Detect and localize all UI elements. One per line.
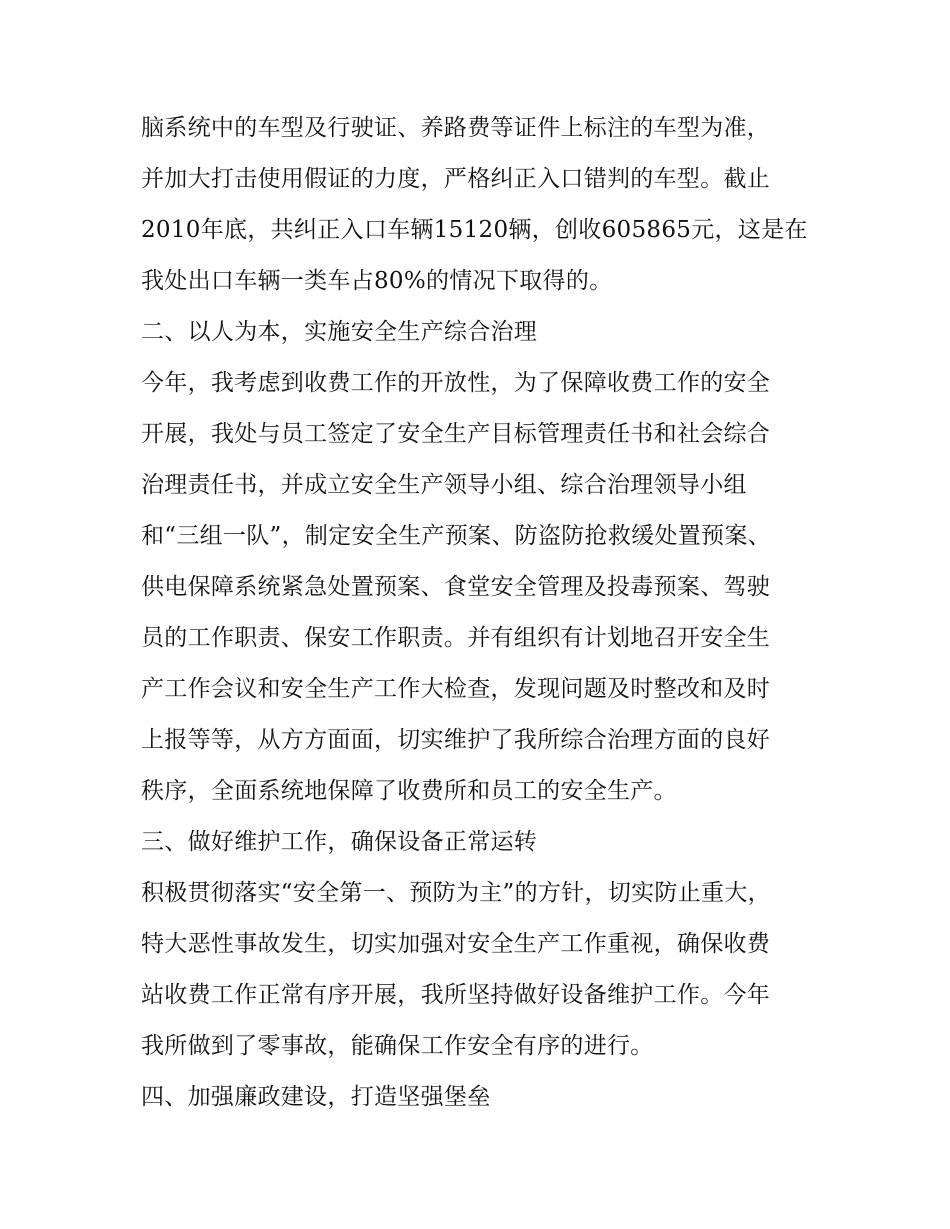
text-line: 产工作会议和安全生产工作大检查，发现问题及时整改和及时	[141, 676, 771, 702]
text-line: 我处出口车辆一类车占80%的情况下取得的。	[141, 268, 613, 294]
section-heading-2: 二、以人为本，实施安全生产综合治理	[141, 319, 538, 345]
text-line: 并加大打击使用假证的力度，严格纠正入口错判的车型。截止	[141, 166, 771, 192]
text-line: 上报等等，从方方面面，切实维护了我所综合治理方面的良好	[141, 727, 771, 753]
text-line: 员的工作职责、保安工作职责。并有组织有计划地召开安全生	[141, 625, 771, 651]
text-line: 开展，我处与员工签定了安全生产目标管理责任书和社会综合	[141, 421, 771, 447]
section-heading-3: 三、做好维护工作，确保设备正常运转	[141, 829, 538, 855]
text-line: 2010年底，共纠正入口车辆15120辆，创收605865元，这是在	[141, 217, 808, 243]
text-line: 供电保障系统紧急处置预案、食堂安全管理及投毒预案、驾驶	[141, 574, 771, 600]
text-line: 今年，我考虑到收费工作的开放性，为了保障收费工作的安全	[141, 370, 771, 396]
text-line: 我所做到了零事故，能确保工作安全有序的进行。	[141, 1033, 654, 1059]
text-line: 积极贯彻落实“安全第一、预防为主”的方针，切实防止重大，	[141, 880, 771, 906]
text-line: 特大恶性事故发生，切实加强对安全生产工作重视，确保收费	[141, 931, 771, 957]
document-body	[141, 103, 821, 1123]
text-line: 秩序，全面系统地保障了收费所和员工的安全生产。	[141, 778, 677, 804]
text-line: 治理责任书，并成立安全生产领导小组、综合治理领导小组	[141, 472, 747, 498]
text-line: 脑系统中的车型及行驶证、养路费等证件上标注的车型为准，	[141, 115, 771, 141]
text-line: 站收费工作正常有序开展，我所坚持做好设备维护工作。今年	[141, 982, 771, 1008]
section-heading-4: 四、加强廉政建设，打造坚强堡垒	[141, 1084, 491, 1110]
text-line: 和“三组一队”，制定安全生产预案、防盗防抢救缓处置预案、	[141, 523, 771, 549]
